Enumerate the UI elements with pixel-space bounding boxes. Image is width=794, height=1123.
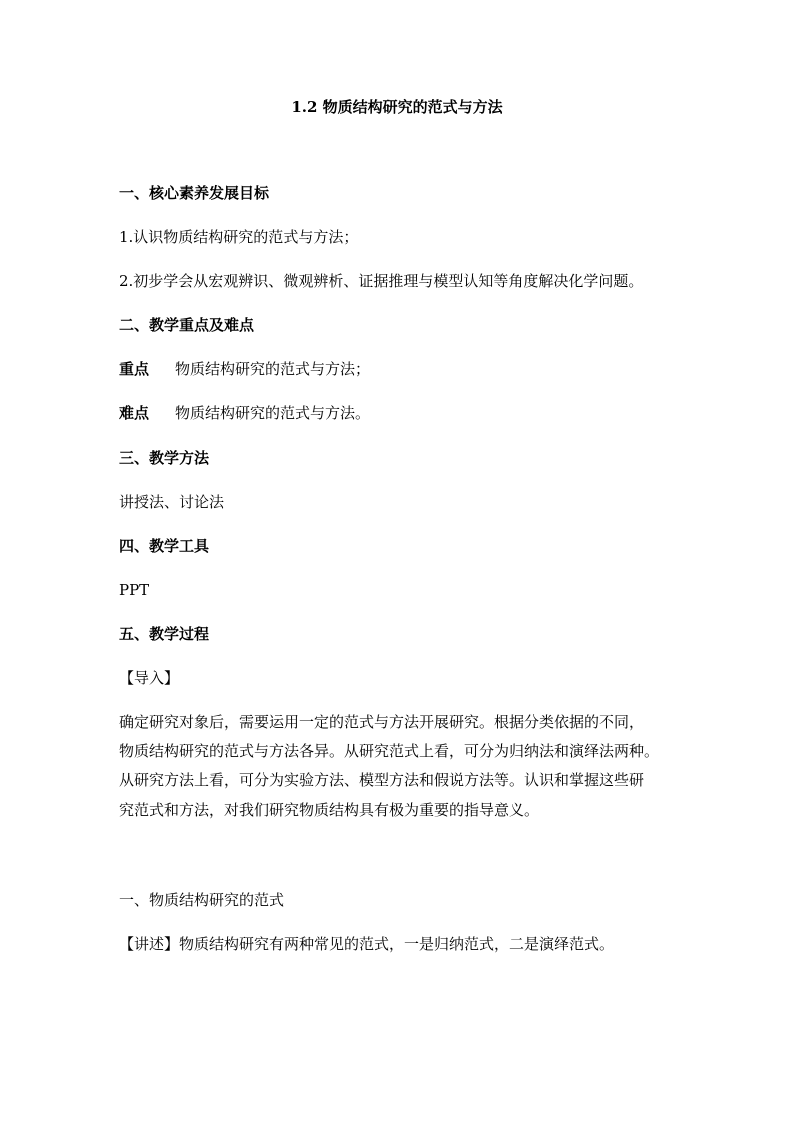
lecture-line <box>119 933 614 955</box>
goal-item-2: 2.初步学会从宏观辨识、微观辨析、证据推理与模型认知等角度解决化学问题。 <box>119 272 644 290</box>
section-heading-tools: 四、教学工具 <box>119 537 210 555</box>
lecture-text: 物质结构研究有两种常见的范式，一是归纳范式，二是演绎范式。 <box>179 935 615 953</box>
lecture-label: 【讲述】 <box>119 935 180 953</box>
intro-line-3: 从研究方法上看，可分为实验方法、模型方法和假说方法等。认识和掌握这些研 <box>119 771 645 789</box>
section-heading-key-points: 二、教学重点及难点 <box>119 316 255 334</box>
sub-heading-paradigm: 一、物质结构研究的范式 <box>119 891 285 909</box>
key-point-label: 重点 <box>119 360 150 378</box>
goal-item-1: 1.认识物质结构研究的范式与方法； <box>119 228 359 246</box>
difficulty-label: 难点 <box>119 404 150 422</box>
intro-line-2: 物质结构研究的范式与方法各异。从研究范式上看，可分为归纳法和演绎法两种。 <box>119 742 660 760</box>
intro-line-1: 确定研究对象后，需要运用一定的范式与方法开展研究。根据分类依据的不同， <box>119 713 645 731</box>
difficulty-line <box>119 402 370 424</box>
section-heading-process: 五、教学过程 <box>119 625 210 643</box>
intro-line-4: 究范式和方法，对我们研究物质结构具有极为重要的指导意义。 <box>119 801 540 819</box>
methods-text: 讲授法、讨论法 <box>119 493 225 511</box>
section-heading-goals: 一、核心素养发展目标 <box>119 184 270 202</box>
tools-text: PPT <box>119 581 150 599</box>
key-point-line <box>119 358 370 380</box>
key-point-text: 物质结构研究的范式与方法； <box>175 360 371 378</box>
intro-label: 【导入】 <box>119 669 180 687</box>
page-title: 1.2 物质结构研究的范式与方法 <box>291 98 503 116</box>
section-heading-methods: 三、教学方法 <box>119 449 210 467</box>
difficulty-text: 物质结构研究的范式与方法。 <box>175 404 371 422</box>
